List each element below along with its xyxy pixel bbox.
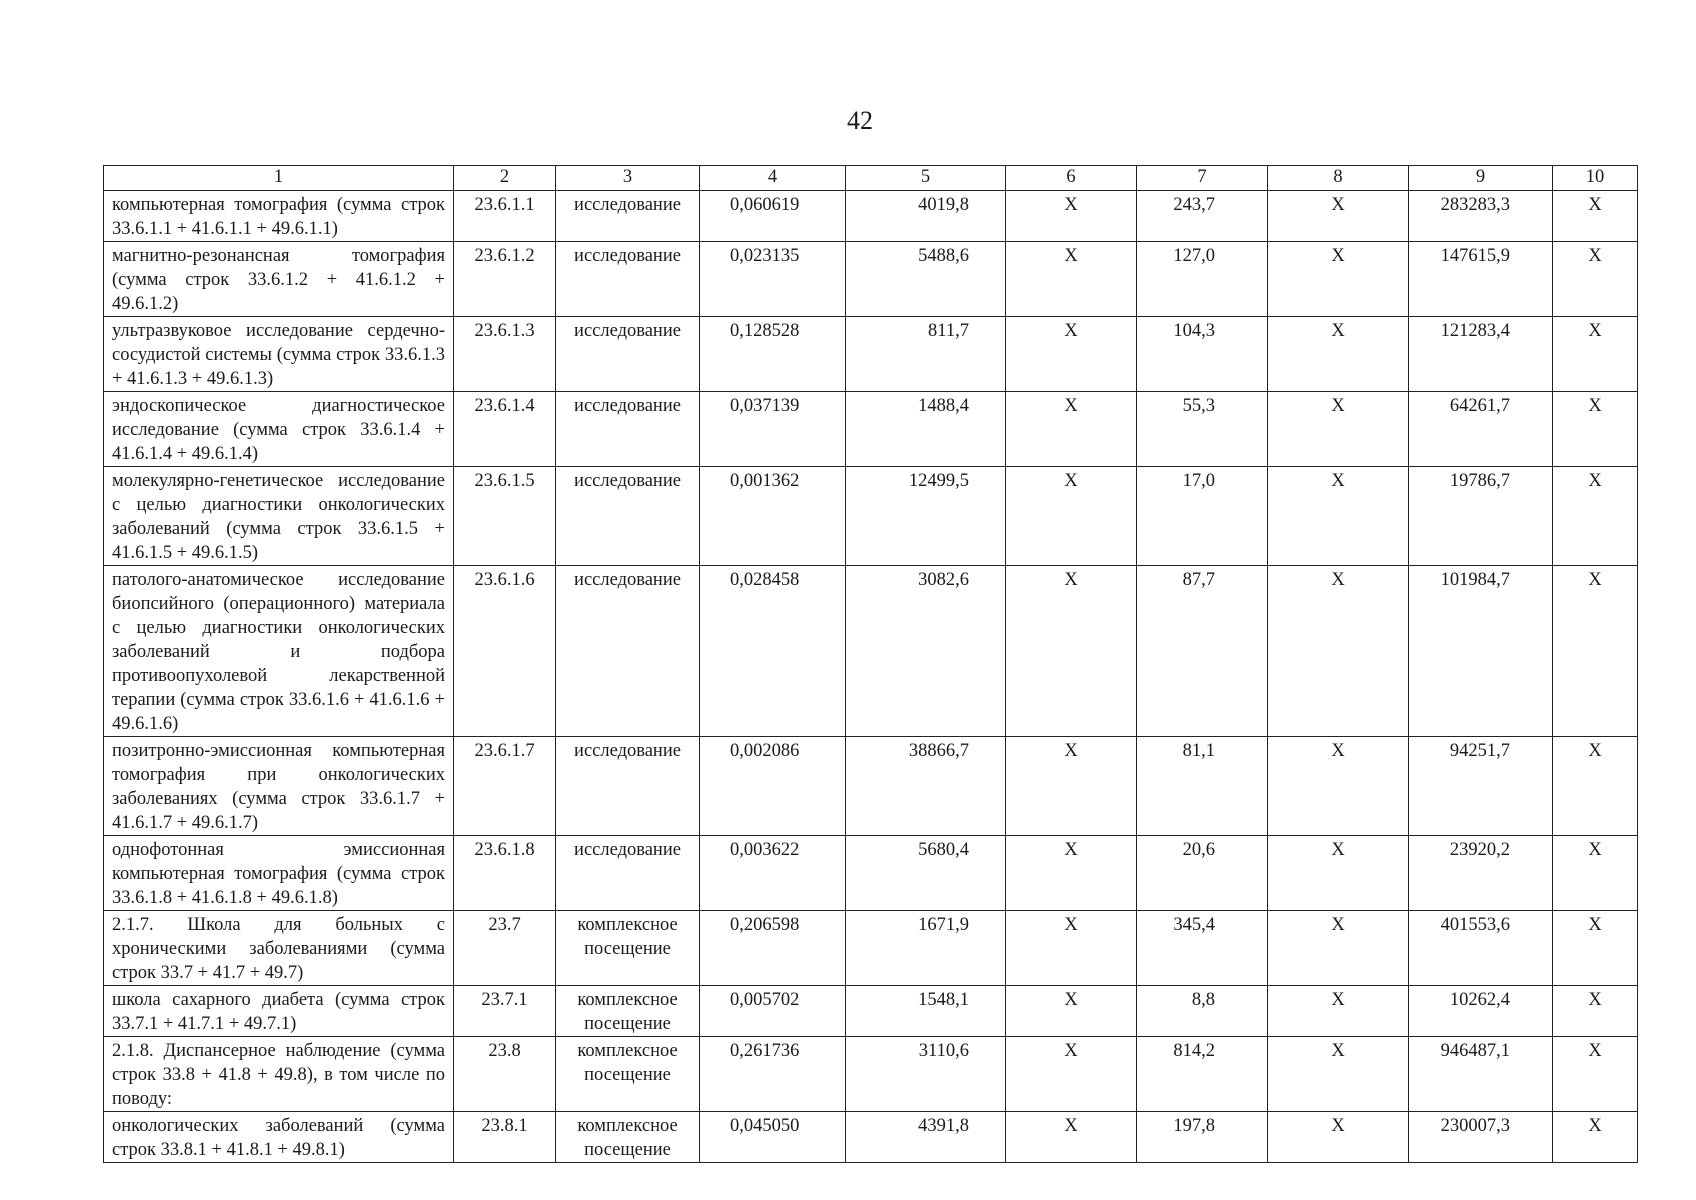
table-row: [104, 242, 1638, 317]
value-cell: Х: [1553, 911, 1638, 986]
value-cell: 55,3: [1137, 392, 1268, 467]
unit-cell: комплексное посещение: [556, 1112, 700, 1163]
column-header: 2: [454, 166, 556, 191]
value-cell: Х: [1553, 317, 1638, 392]
value-cell: 0,128528: [700, 317, 846, 392]
value-cell: 946487,1: [1409, 1037, 1553, 1112]
value-cell: 64261,7: [1409, 392, 1553, 467]
table-row: [104, 737, 1638, 836]
value-cell: 0,003622: [700, 836, 846, 911]
page-number: 42: [847, 106, 873, 135]
value-cell: 19786,7: [1409, 467, 1553, 566]
value-cell: 283283,3: [1409, 191, 1553, 242]
row-number-cell: 23.6.1.6: [454, 566, 556, 737]
value-cell: 1671,9: [846, 911, 1006, 986]
column-header: 3: [556, 166, 700, 191]
value-cell: 0,028458: [700, 566, 846, 737]
indicator-name-cell: патолого-анатомическое исследование биопсийного (операционного) материала с целью диагностики онкологических заболеваний и подбора противоопухолевой лекарственной терапии (сумма строк 33.6.1.6 + 41.6.1.6 + 49.6.1.6): [104, 566, 454, 737]
value-cell: Х: [1553, 1037, 1638, 1112]
indicator-name-cell: онкологических заболеваний (сумма строк 33.8.1 + 41.8.1 + 49.8.1): [104, 1112, 454, 1163]
value-cell: 1488,4: [846, 392, 1006, 467]
value-cell: 0,206598: [700, 911, 846, 986]
value-cell: 4391,8: [846, 1112, 1006, 1163]
value-cell: 104,3: [1137, 317, 1268, 392]
value-cell: 243,7: [1137, 191, 1268, 242]
row-number-cell: 23.7.1: [454, 986, 556, 1037]
table-row: [104, 1037, 1638, 1112]
value-cell: 197,8: [1137, 1112, 1268, 1163]
value-cell: Х: [1268, 1112, 1409, 1163]
value-cell: Х: [1553, 467, 1638, 566]
table-row: [104, 986, 1638, 1037]
value-cell: 3082,6: [846, 566, 1006, 737]
table-row: [104, 836, 1638, 911]
row-number-cell: 23.6.1.4: [454, 392, 556, 467]
table-row: [104, 911, 1638, 986]
unit-cell: комплексное посещение: [556, 1037, 700, 1112]
indicator-name-cell: эндоскопическое диагностическое исследование (сумма строк 33.6.1.4 + 41.6.1.4 + 49.6.1.4): [104, 392, 454, 467]
value-cell: Х: [1006, 392, 1137, 467]
value-cell: Х: [1553, 242, 1638, 317]
table-row: [104, 1112, 1638, 1163]
column-header: 5: [846, 166, 1006, 191]
indicator-name-cell: однофотонная эмиссионная компьютерная томография (сумма строк 33.6.1.8 + 41.6.1.8 + 49.6.1.8): [104, 836, 454, 911]
value-cell: 8,8: [1137, 986, 1268, 1037]
value-cell: 4019,8: [846, 191, 1006, 242]
row-number-cell: 23.6.1.3: [454, 317, 556, 392]
value-cell: 147615,9: [1409, 242, 1553, 317]
row-number-cell: 23.6.1.2: [454, 242, 556, 317]
value-cell: Х: [1268, 986, 1409, 1037]
value-cell: 0,005702: [700, 986, 846, 1037]
column-header: 9: [1409, 166, 1553, 191]
value-cell: 0,037139: [700, 392, 846, 467]
value-cell: Х: [1553, 836, 1638, 911]
indicator-name-cell: позитронно-эмиссионная компьютерная томография при онкологических заболеваниях (сумма строк 33.6.1.7 + 41.6.1.7 + 49.6.1.7): [104, 737, 454, 836]
unit-cell: исследование: [556, 317, 700, 392]
column-header: 7: [1137, 166, 1268, 191]
table-row: [104, 191, 1638, 242]
unit-cell: исследование: [556, 191, 700, 242]
value-cell: Х: [1553, 986, 1638, 1037]
value-cell: Х: [1268, 911, 1409, 986]
unit-cell: исследование: [556, 392, 700, 467]
header-row: [104, 166, 1638, 191]
value-cell: Х: [1553, 737, 1638, 836]
value-cell: Х: [1268, 1037, 1409, 1112]
value-cell: Х: [1006, 911, 1137, 986]
value-cell: 0,060619: [700, 191, 846, 242]
indicator-name-cell: компьютерная томография (сумма строк 33.6.1.1 + 41.6.1.1 + 49.6.1.1): [104, 191, 454, 242]
data-table: [103, 165, 1638, 1163]
unit-cell: исследование: [556, 836, 700, 911]
value-cell: 0,001362: [700, 467, 846, 566]
value-cell: 230007,3: [1409, 1112, 1553, 1163]
value-cell: 94251,7: [1409, 737, 1553, 836]
value-cell: Х: [1006, 566, 1137, 737]
row-number-cell: 23.6.1.1: [454, 191, 556, 242]
value-cell: 87,7: [1137, 566, 1268, 737]
value-cell: Х: [1268, 467, 1409, 566]
column-header: 8: [1268, 166, 1409, 191]
table-body: [104, 191, 1638, 1163]
value-cell: Х: [1268, 317, 1409, 392]
value-cell: 121283,4: [1409, 317, 1553, 392]
value-cell: 0,045050: [700, 1112, 846, 1163]
value-cell: Х: [1553, 1112, 1638, 1163]
value-cell: Х: [1006, 191, 1137, 242]
unit-cell: исследование: [556, 467, 700, 566]
value-cell: Х: [1553, 191, 1638, 242]
unit-cell: исследование: [556, 737, 700, 836]
value-cell: Х: [1006, 737, 1137, 836]
value-cell: 101984,7: [1409, 566, 1553, 737]
value-cell: 20,6: [1137, 836, 1268, 911]
value-cell: 1548,1: [846, 986, 1006, 1037]
indicator-name-cell: ультразвуковое исследование сердечно-сосудистой системы (сумма строк 33.6.1.3 + 41.6.1.3 + 49.6.1.3): [104, 317, 454, 392]
value-cell: 5488,6: [846, 242, 1006, 317]
value-cell: 401553,6: [1409, 911, 1553, 986]
indicator-name-cell: молекулярно-генетическое исследование с целью диагностики онкологических заболеваний (сумма строк 33.6.1.5 + 41.6.1.5 + 49.6.1.5): [104, 467, 454, 566]
column-header: 6: [1006, 166, 1137, 191]
value-cell: Х: [1268, 191, 1409, 242]
value-cell: Х: [1268, 737, 1409, 836]
value-cell: Х: [1006, 317, 1137, 392]
value-cell: Х: [1006, 1112, 1137, 1163]
value-cell: 12499,5: [846, 467, 1006, 566]
table-row: [104, 317, 1638, 392]
row-number-cell: 23.8: [454, 1037, 556, 1112]
value-cell: 3110,6: [846, 1037, 1006, 1112]
value-cell: 811,7: [846, 317, 1006, 392]
indicator-name-cell: 2.1.8. Диспансерное наблюдение (сумма строк 33.8 + 41.8 + 49.8), в том числе по поводу:: [104, 1037, 454, 1112]
value-cell: 0,002086: [700, 737, 846, 836]
row-number-cell: 23.6.1.5: [454, 467, 556, 566]
table-header: [104, 166, 1638, 191]
table-row: [104, 392, 1638, 467]
column-header: 10: [1553, 166, 1638, 191]
value-cell: 38866,7: [846, 737, 1006, 836]
unit-cell: комплексное посещение: [556, 911, 700, 986]
value-cell: Х: [1268, 392, 1409, 467]
value-cell: 0,261736: [700, 1037, 846, 1112]
value-cell: Х: [1006, 1037, 1137, 1112]
row-number-cell: 23.6.1.8: [454, 836, 556, 911]
value-cell: 5680,4: [846, 836, 1006, 911]
column-header: 1: [104, 166, 454, 191]
value-cell: Х: [1553, 392, 1638, 467]
value-cell: Х: [1268, 836, 1409, 911]
value-cell: Х: [1553, 566, 1638, 737]
value-cell: 23920,2: [1409, 836, 1553, 911]
value-cell: Х: [1268, 566, 1409, 737]
indicator-name-cell: школа сахарного диабета (сумма строк 33.7.1 + 41.7.1 + 49.7.1): [104, 986, 454, 1037]
value-cell: 10262,4: [1409, 986, 1553, 1037]
column-header: 4: [700, 166, 846, 191]
value-cell: Х: [1006, 986, 1137, 1037]
row-number-cell: 23.6.1.7: [454, 737, 556, 836]
value-cell: 345,4: [1137, 911, 1268, 986]
table-row: [104, 566, 1638, 737]
value-cell: 814,2: [1137, 1037, 1268, 1112]
value-cell: Х: [1268, 242, 1409, 317]
indicator-name-cell: 2.1.7. Школа для больных с хроническими заболеваниями (сумма строк 33.7 + 41.7 + 49.7): [104, 911, 454, 986]
table-row: [104, 467, 1638, 566]
row-number-cell: 23.8.1: [454, 1112, 556, 1163]
value-cell: 81,1: [1137, 737, 1268, 836]
value-cell: 17,0: [1137, 467, 1268, 566]
value-cell: Х: [1006, 242, 1137, 317]
value-cell: Х: [1006, 836, 1137, 911]
value-cell: Х: [1006, 467, 1137, 566]
value-cell: 127,0: [1137, 242, 1268, 317]
row-number-cell: 23.7: [454, 911, 556, 986]
unit-cell: исследование: [556, 242, 700, 317]
indicator-name-cell: магнитно-резонансная томография (сумма строк 33.6.1.2 + 41.6.1.2 + 49.6.1.2): [104, 242, 454, 317]
unit-cell: комплексное посещение: [556, 986, 700, 1037]
value-cell: 0,023135: [700, 242, 846, 317]
unit-cell: исследование: [556, 566, 700, 737]
